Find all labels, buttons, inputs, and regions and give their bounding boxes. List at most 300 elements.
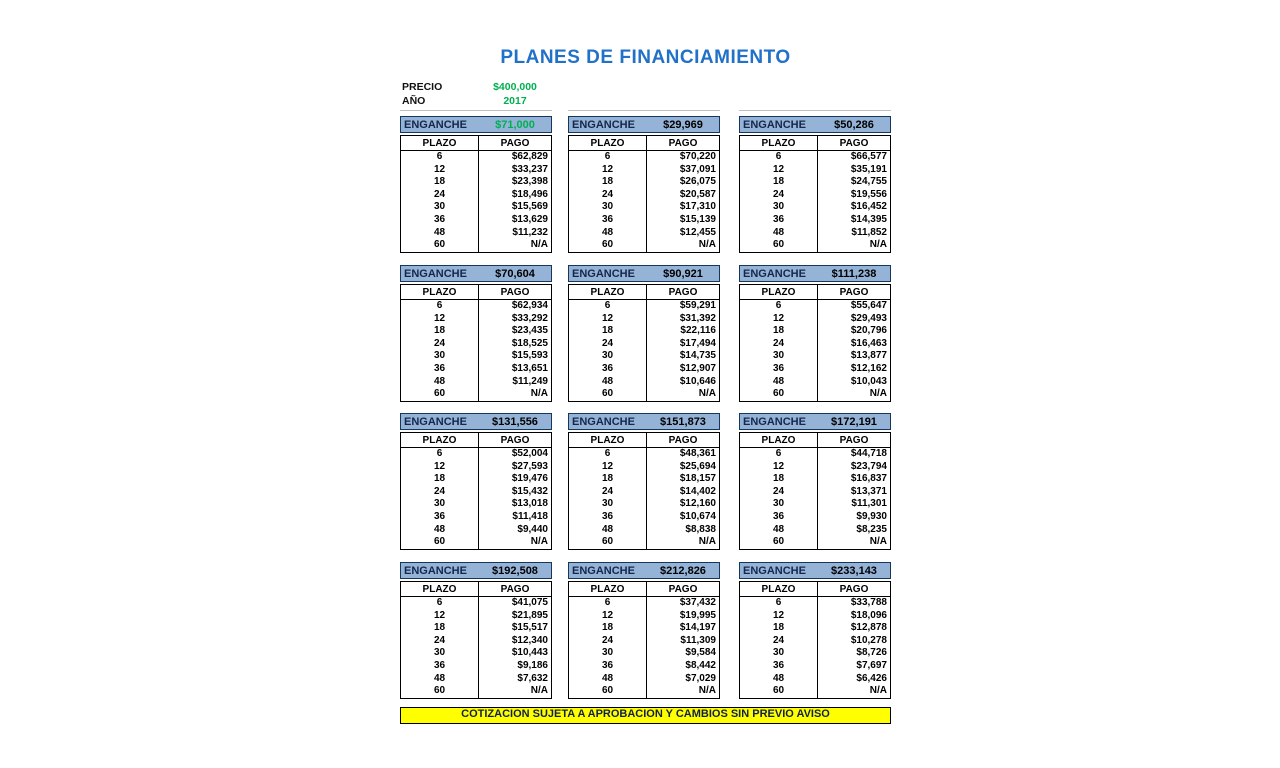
table-row — [401, 622, 552, 635]
plazo-cell: 12 — [740, 610, 818, 623]
pago-column-header: PAGO — [479, 433, 552, 448]
enganche-label: ENGANCHE — [572, 415, 635, 428]
enganche-label: ENGANCHE — [404, 267, 467, 280]
plazo-column-header: PLAZO — [569, 582, 647, 597]
enganche-label: ENGANCHE — [572, 118, 635, 131]
table-row — [401, 189, 552, 202]
plazo-cell: 6 — [569, 300, 647, 313]
table-row — [401, 685, 552, 698]
pago-cell: $44,718 — [850, 448, 887, 459]
table-row — [569, 214, 720, 227]
pago-cell: $18,096 — [850, 609, 887, 621]
payment-table — [739, 284, 891, 402]
pago-cell: $33,788 — [850, 597, 887, 608]
table-row — [740, 227, 891, 240]
pago-cell: $12,340 — [511, 634, 548, 646]
plazo-cell: 6 — [740, 448, 818, 461]
plazo-cell: 6 — [740, 300, 818, 313]
disclaimer-banner: COTIZACION SUJETA A APROBACION Y CAMBIOS SIN PREVIO AVISO — [400, 707, 891, 724]
pago-cell: N/A — [869, 536, 887, 548]
table-row — [401, 338, 552, 351]
pago-cell: $16,452 — [850, 201, 887, 213]
pago-cell: $16,463 — [850, 337, 887, 349]
table-row — [740, 524, 891, 537]
pago-column-header: PAGO — [647, 433, 720, 448]
plazo-cell: 24 — [569, 189, 647, 202]
plazo-cell: 36 — [740, 214, 818, 227]
enganche-label: ENGANCHE — [572, 267, 635, 280]
pago-cell: $14,402 — [679, 485, 716, 497]
table-row — [401, 164, 552, 177]
payment-table — [568, 135, 720, 253]
table-row — [740, 325, 891, 338]
plazo-column-header: PLAZO — [740, 582, 818, 597]
table-row — [740, 338, 891, 351]
ano-value: 2017 — [503, 95, 527, 107]
pago-cell: $70,220 — [679, 151, 716, 162]
plazo-cell: 36 — [569, 214, 647, 227]
pago-cell: N/A — [869, 239, 887, 251]
table-row — [569, 363, 720, 376]
pago-column-header: PAGO — [818, 136, 891, 151]
payment-table — [400, 284, 552, 402]
table-row — [740, 498, 891, 511]
pago-cell: N/A — [869, 388, 887, 400]
enganche-value: $151,873 — [660, 415, 706, 428]
pago-cell: $15,593 — [511, 350, 548, 362]
plazo-cell: 12 — [401, 610, 479, 623]
enganche-label: ENGANCHE — [743, 564, 806, 577]
pago-cell: $25,694 — [679, 460, 716, 472]
enganche-header — [739, 413, 891, 430]
pago-cell: $27,593 — [511, 460, 548, 472]
table-row — [740, 376, 891, 389]
plazo-cell: 24 — [401, 338, 479, 351]
table-row — [401, 647, 552, 660]
pago-cell: $35,191 — [850, 163, 887, 175]
table-row — [569, 511, 720, 524]
plazo-cell: 6 — [401, 151, 479, 164]
pago-cell: $7,697 — [856, 659, 887, 671]
table-row — [401, 176, 552, 189]
enganche-header — [568, 116, 720, 133]
enganche-value: $131,556 — [492, 415, 538, 428]
table-row — [569, 660, 720, 673]
pago-cell: $8,726 — [856, 647, 887, 659]
table-row — [740, 622, 891, 635]
pago-cell: $14,735 — [679, 350, 716, 362]
plazo-cell: 36 — [740, 660, 818, 673]
table-row — [401, 536, 552, 549]
enganche-label: ENGANCHE — [572, 564, 635, 577]
plazo-cell: 48 — [401, 227, 479, 240]
table-row — [569, 376, 720, 389]
table-row — [740, 461, 891, 474]
enganche-header — [400, 116, 552, 133]
pago-cell: $9,186 — [517, 659, 548, 671]
enganche-label: ENGANCHE — [404, 564, 467, 577]
table-row — [569, 239, 720, 252]
table-row — [740, 313, 891, 326]
pago-column-header: PAGO — [818, 433, 891, 448]
payment-table — [400, 581, 552, 699]
pago-cell: $9,584 — [685, 647, 716, 659]
table-row — [569, 685, 720, 698]
plazo-cell: 30 — [740, 350, 818, 363]
plazo-cell: 24 — [569, 635, 647, 648]
pago-cell: $19,995 — [679, 609, 716, 621]
enganche-label: ENGANCHE — [743, 118, 806, 131]
pago-cell: $16,837 — [850, 473, 887, 485]
pago-cell: $15,569 — [511, 201, 548, 213]
plazo-cell: 12 — [740, 164, 818, 177]
grid-line — [568, 110, 720, 111]
pago-cell: N/A — [698, 239, 716, 251]
table-row — [401, 473, 552, 486]
pago-column-header: PAGO — [647, 285, 720, 300]
table-row — [569, 325, 720, 338]
enganche-label: ENGANCHE — [743, 267, 806, 280]
plazo-column-header: PLAZO — [401, 136, 479, 151]
plazo-cell: 48 — [401, 376, 479, 389]
table-row — [740, 239, 891, 252]
plazo-cell: 36 — [401, 660, 479, 673]
plazo-cell: 6 — [740, 151, 818, 164]
table-row — [401, 388, 552, 401]
plazo-cell: 60 — [569, 685, 647, 698]
enganche-value: $50,286 — [834, 118, 874, 131]
plazo-cell: 60 — [740, 388, 818, 401]
enganche-header — [400, 413, 552, 430]
plazo-cell: 24 — [401, 635, 479, 648]
table-row — [569, 448, 720, 461]
table-row — [569, 164, 720, 177]
enganche-value: $172,191 — [831, 415, 877, 428]
enganche-value: $233,143 — [831, 564, 877, 577]
pago-cell: $20,796 — [850, 325, 887, 337]
table-row — [569, 300, 720, 313]
pago-cell: N/A — [698, 388, 716, 400]
pago-cell: $11,249 — [512, 375, 548, 387]
pago-cell: $11,309 — [680, 634, 716, 646]
plazo-cell: 60 — [401, 388, 479, 401]
pago-column-header: PAGO — [647, 136, 720, 151]
plazo-cell: 48 — [569, 227, 647, 240]
pago-cell: $18,157 — [679, 473, 716, 485]
table-row — [401, 151, 552, 164]
ano-label: AÑO — [402, 95, 426, 107]
table-row — [569, 313, 720, 326]
table-row — [569, 536, 720, 549]
pago-cell: $17,310 — [679, 201, 716, 213]
pago-cell: $19,556 — [850, 188, 887, 200]
table-row — [740, 511, 891, 524]
payment-table — [568, 581, 720, 699]
pago-cell: $29,493 — [850, 312, 887, 324]
enganche-value: $90,921 — [663, 267, 703, 280]
plazo-cell: 24 — [401, 189, 479, 202]
plazo-cell: 24 — [740, 635, 818, 648]
plazo-cell: 48 — [740, 376, 818, 389]
table-row — [740, 685, 891, 698]
table-row — [569, 473, 720, 486]
plazo-cell: 18 — [569, 622, 647, 635]
plazo-cell: 18 — [740, 622, 818, 635]
plazo-cell: 18 — [569, 176, 647, 189]
table-row — [569, 498, 720, 511]
pago-cell: $12,160 — [679, 498, 716, 510]
plazo-cell: 36 — [401, 511, 479, 524]
pago-cell: $12,878 — [850, 622, 887, 634]
plazo-cell: 12 — [740, 461, 818, 474]
pago-cell: N/A — [530, 685, 548, 697]
table-row — [740, 610, 891, 623]
table-row — [740, 673, 891, 686]
pago-cell: $15,517 — [511, 622, 548, 634]
pago-cell: $59,291 — [679, 300, 716, 311]
pago-cell: $13,651 — [511, 362, 548, 374]
plazo-cell: 48 — [740, 524, 818, 537]
pago-cell: $12,455 — [679, 226, 716, 238]
plazo-cell: 30 — [740, 201, 818, 214]
table-row — [401, 660, 552, 673]
pago-cell: $10,646 — [679, 375, 716, 387]
plazo-cell: 30 — [401, 647, 479, 660]
plazo-cell: 24 — [740, 486, 818, 499]
plazo-cell: 12 — [401, 313, 479, 326]
table-row — [569, 189, 720, 202]
table-row — [401, 486, 552, 499]
plazo-cell: 60 — [569, 536, 647, 549]
table-row — [740, 214, 891, 227]
table-row — [740, 164, 891, 177]
table-row — [740, 201, 891, 214]
table-row — [740, 189, 891, 202]
pago-column-header: PAGO — [818, 582, 891, 597]
pago-cell: $48,361 — [679, 448, 716, 459]
pago-cell: $13,629 — [511, 213, 548, 225]
table-row — [740, 300, 891, 313]
table-row — [401, 597, 552, 610]
grid-line — [739, 110, 891, 111]
plazo-cell: 6 — [401, 300, 479, 313]
pago-cell: $33,237 — [511, 163, 548, 175]
pago-cell: $14,197 — [679, 622, 716, 634]
plazo-cell: 36 — [740, 511, 818, 524]
plazo-cell: 48 — [740, 673, 818, 686]
pago-cell: $7,632 — [517, 672, 548, 684]
pago-cell: $26,075 — [679, 176, 716, 188]
enganche-header — [568, 413, 720, 430]
pago-cell: $10,674 — [679, 510, 716, 522]
plazo-cell: 18 — [569, 325, 647, 338]
pago-cell: N/A — [530, 536, 548, 548]
plazo-column-header: PLAZO — [740, 433, 818, 448]
plazo-cell: 36 — [401, 214, 479, 227]
plazo-cell: 18 — [401, 622, 479, 635]
table-row — [401, 325, 552, 338]
pago-cell: $55,647 — [850, 300, 887, 311]
table-row — [740, 388, 891, 401]
plazo-cell: 6 — [401, 597, 479, 610]
table-row — [569, 151, 720, 164]
pago-cell: $8,235 — [856, 523, 887, 535]
pago-cell: $10,278 — [850, 634, 887, 646]
pago-cell: $9,440 — [517, 523, 548, 535]
plazo-cell: 12 — [740, 313, 818, 326]
plazo-cell: 6 — [569, 597, 647, 610]
plazo-cell: 24 — [569, 338, 647, 351]
plazo-column-header: PLAZO — [569, 285, 647, 300]
pago-cell: $8,442 — [685, 659, 716, 671]
table-row — [401, 673, 552, 686]
pago-cell: $13,877 — [850, 350, 887, 362]
payment-table — [400, 135, 552, 253]
plazo-cell: 60 — [740, 239, 818, 252]
enganche-header — [739, 562, 891, 579]
plazo-column-header: PLAZO — [401, 582, 479, 597]
plazo-cell: 24 — [569, 486, 647, 499]
table-row — [401, 363, 552, 376]
table-row — [740, 635, 891, 648]
table-row — [740, 151, 891, 164]
plazo-cell: 30 — [569, 647, 647, 660]
plazo-cell: 18 — [401, 176, 479, 189]
table-row — [569, 647, 720, 660]
plazo-cell: 6 — [569, 448, 647, 461]
table-row — [401, 376, 552, 389]
plazo-cell: 12 — [569, 164, 647, 177]
table-row — [401, 610, 552, 623]
pago-cell: $11,418 — [512, 510, 548, 522]
pago-cell: $11,852 — [851, 226, 887, 238]
table-row — [569, 635, 720, 648]
pago-cell: $9,930 — [856, 510, 887, 522]
grid-line — [400, 110, 552, 111]
plazo-cell: 36 — [740, 363, 818, 376]
pago-cell: $19,476 — [511, 473, 548, 485]
pago-cell: $6,426 — [856, 672, 887, 684]
table-row — [740, 176, 891, 189]
table-row — [401, 313, 552, 326]
table-row — [569, 176, 720, 189]
enganche-header — [568, 562, 720, 579]
pago-cell: $15,139 — [679, 213, 716, 225]
pago-cell: $18,525 — [511, 337, 548, 349]
plazo-cell: 36 — [401, 363, 479, 376]
plazo-cell: 60 — [740, 536, 818, 549]
table-row — [740, 536, 891, 549]
table-row — [401, 448, 552, 461]
table-row — [740, 363, 891, 376]
plazo-cell: 12 — [569, 610, 647, 623]
table-row — [740, 597, 891, 610]
plazo-cell: 24 — [740, 189, 818, 202]
table-row — [569, 461, 720, 474]
plazo-cell: 18 — [740, 473, 818, 486]
table-row — [401, 300, 552, 313]
pago-column-header: PAGO — [818, 285, 891, 300]
table-row — [569, 622, 720, 635]
enganche-header — [400, 562, 552, 579]
pago-cell: $24,755 — [850, 176, 887, 188]
pago-cell: $37,432 — [679, 597, 716, 608]
pago-cell: $10,443 — [511, 647, 548, 659]
table-row — [401, 461, 552, 474]
table-row — [569, 597, 720, 610]
plazo-cell: 60 — [401, 685, 479, 698]
plazo-cell: 36 — [569, 660, 647, 673]
enganche-label: ENGANCHE — [404, 415, 467, 428]
table-row — [569, 227, 720, 240]
plazo-cell: 12 — [401, 164, 479, 177]
payment-table — [568, 432, 720, 550]
pago-cell: $7,029 — [685, 672, 716, 684]
pago-cell: $33,292 — [511, 312, 548, 324]
plazo-cell: 6 — [401, 448, 479, 461]
plazo-cell: 18 — [401, 473, 479, 486]
pago-cell: $37,091 — [679, 163, 716, 175]
pago-cell: $11,301 — [851, 498, 887, 510]
plazo-cell: 30 — [401, 350, 479, 363]
plazo-cell: 60 — [569, 239, 647, 252]
ano-row — [402, 95, 622, 108]
table-row — [569, 486, 720, 499]
pago-cell: $18,496 — [511, 188, 548, 200]
plazo-cell: 48 — [569, 376, 647, 389]
pago-cell: $14,395 — [850, 213, 887, 225]
table-row — [401, 524, 552, 537]
pago-cell: $8,838 — [685, 523, 716, 535]
precio-value: $400,000 — [493, 81, 537, 93]
page-title: PLANES DE FINANCIAMIENTO — [500, 47, 791, 68]
table-row — [401, 635, 552, 648]
pago-column-header: PAGO — [647, 582, 720, 597]
pago-cell: $22,116 — [680, 325, 716, 337]
table-row — [569, 338, 720, 351]
plazo-cell: 30 — [401, 201, 479, 214]
enganche-value: $71,000 — [495, 118, 535, 131]
pago-cell: $17,494 — [679, 337, 716, 349]
table-row — [740, 486, 891, 499]
pago-cell: $62,829 — [511, 151, 548, 162]
plazo-cell: 18 — [401, 325, 479, 338]
enganche-label: ENGANCHE — [743, 415, 806, 428]
enganche-header — [739, 116, 891, 133]
enganche-label: ENGANCHE — [404, 118, 467, 131]
table-row — [740, 350, 891, 363]
pago-cell: $10,043 — [850, 375, 887, 387]
pago-cell: $23,794 — [850, 460, 887, 472]
pago-cell: $12,162 — [850, 362, 887, 374]
plazo-column-header: PLAZO — [401, 285, 479, 300]
plazo-cell: 30 — [569, 498, 647, 511]
plazo-column-header: PLAZO — [401, 433, 479, 448]
table-row — [569, 350, 720, 363]
pago-cell: $23,398 — [511, 176, 548, 188]
plazo-cell: 12 — [569, 461, 647, 474]
plazo-cell: 60 — [569, 388, 647, 401]
pago-column-header: PAGO — [479, 136, 552, 151]
table-row — [401, 511, 552, 524]
pago-cell: $66,577 — [850, 151, 887, 162]
table-row — [740, 448, 891, 461]
table-row — [569, 524, 720, 537]
pago-cell: $21,895 — [511, 609, 548, 621]
precio-row — [402, 81, 622, 94]
table-row — [569, 388, 720, 401]
table-row — [401, 239, 552, 252]
